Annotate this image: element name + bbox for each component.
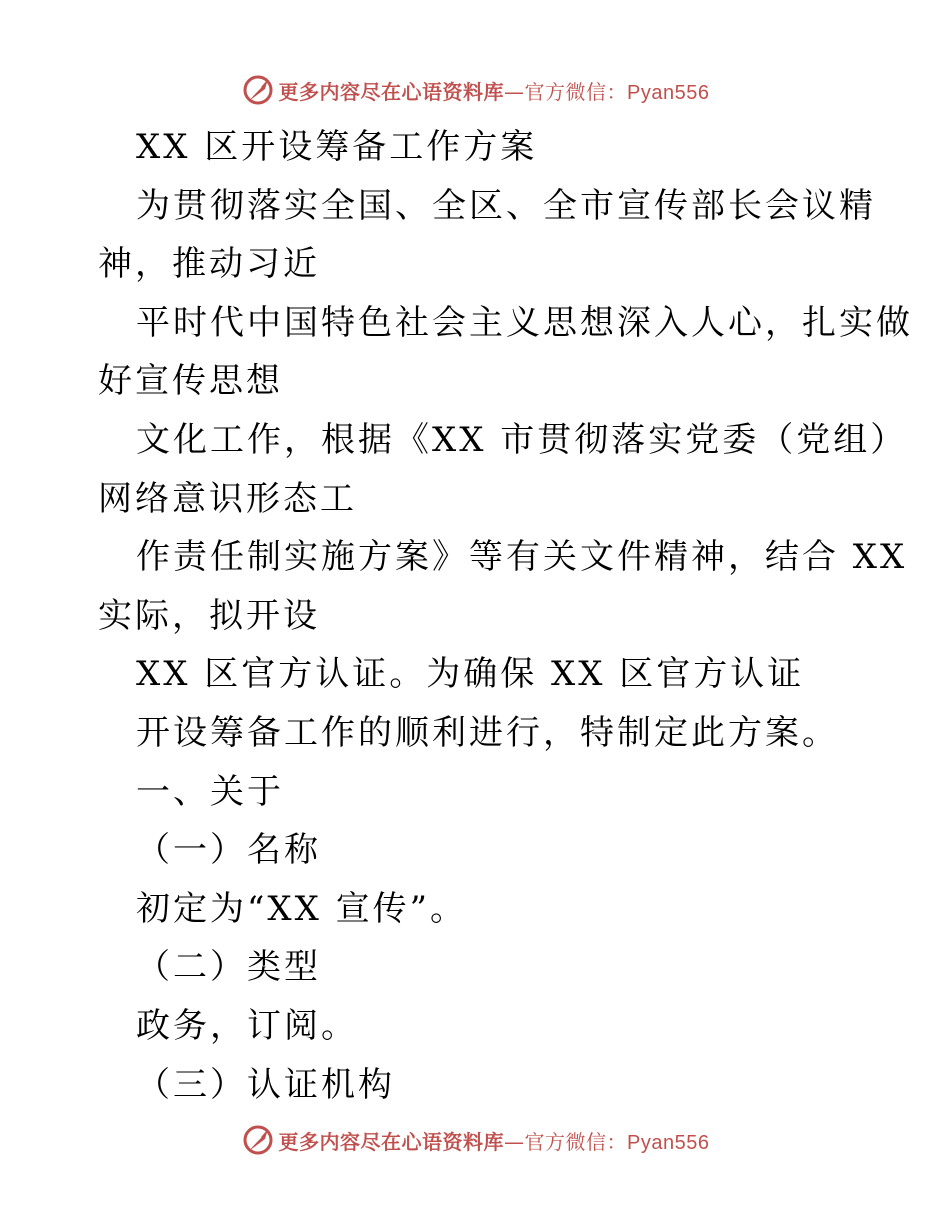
document-line: 初定为“XX 宣传”。 — [136, 888, 467, 929]
document-line: 一、关于 — [136, 771, 284, 812]
header-banner — [0, 70, 950, 110]
document-line: 平时代中国特色社会主义思想深入人心，扎实做 — [136, 302, 913, 343]
banner-contact-text: 官方微信：Pyan556 — [524, 81, 710, 104]
document-line: 网络意识形态工 — [98, 478, 357, 519]
footer-banner — [0, 1120, 950, 1160]
banner-dash: — — [504, 79, 525, 104]
document-line: （二）类型 — [136, 947, 321, 988]
banner-dash: — — [504, 1129, 525, 1154]
document-line: 神，推动习近 — [98, 244, 320, 285]
document-line: 实际，拟开设 — [98, 595, 320, 636]
document-line: 为贯彻落实全国、全区、全市宣传部长会议精 — [136, 185, 876, 226]
quill-logo-icon — [241, 73, 275, 107]
document-line: 政务，订阅。 — [136, 1005, 358, 1046]
document-line: （一）名称 — [136, 830, 321, 871]
document-line: 作责任制实施方案》等有关文件精神，结合 XX — [136, 537, 908, 578]
document-line: 好宣传思想 — [98, 361, 283, 402]
quill-logo-icon — [241, 1123, 275, 1157]
banner-main-text: 更多内容尽在心语资料库 — [278, 1129, 505, 1154]
document-line: 文化工作，根据《XX 市贯彻落实党委（党组） — [136, 419, 908, 460]
document-line: 开设筹备工作的顺利进行，特制定此方案。 — [136, 712, 839, 753]
banner-main-text: 更多内容尽在心语资料库 — [278, 79, 505, 104]
document-line: XX 区开设筹备工作方案 — [136, 127, 538, 167]
document-body — [98, 118, 913, 1114]
banner-text — [279, 1126, 710, 1155]
document-line: （三）认证机构 — [136, 1064, 395, 1105]
banner-contact-text: 官方微信：Pyan556 — [524, 1131, 710, 1154]
banner-text — [279, 76, 710, 105]
document-line: XX 区官方认证。为确保 XX 区官方认证 — [136, 654, 805, 695]
